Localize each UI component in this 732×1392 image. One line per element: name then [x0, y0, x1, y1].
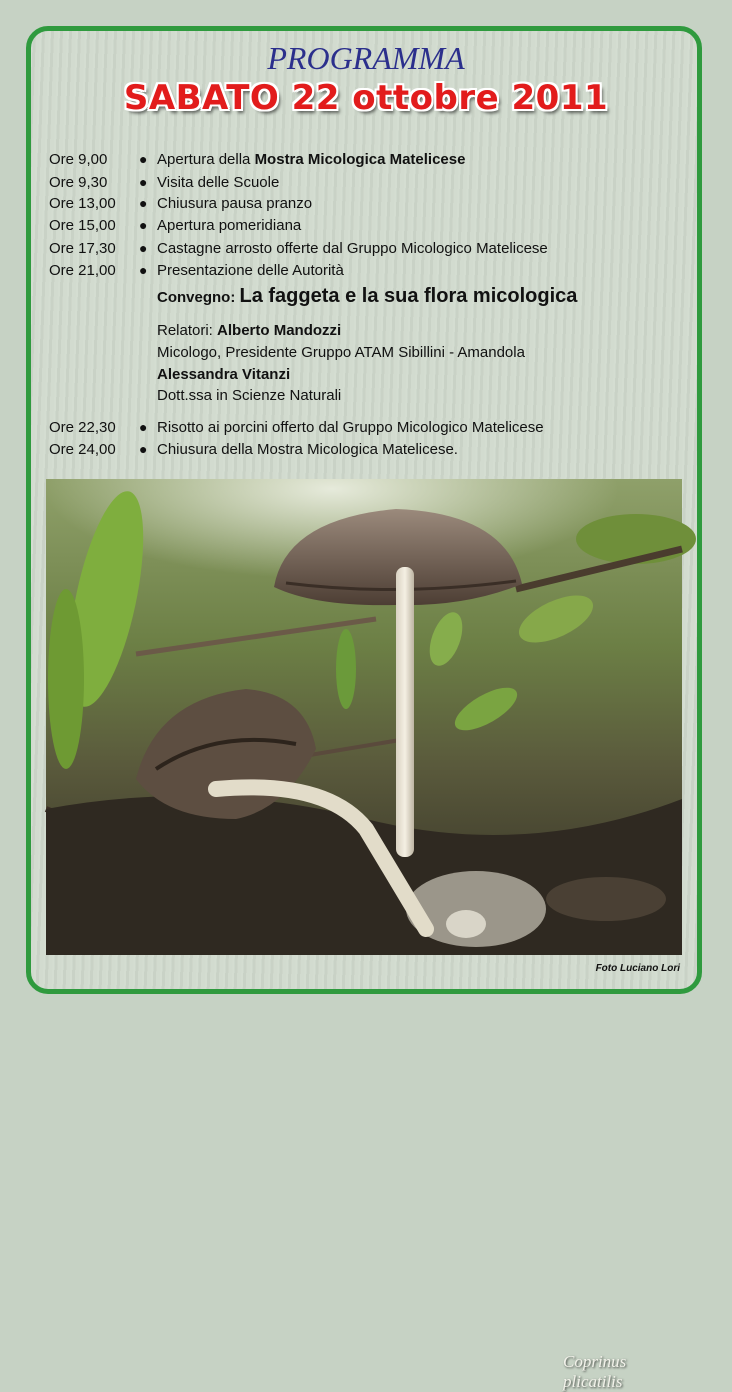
schedule-text: Visita delle Scuole [157, 174, 280, 191]
speaker-role: Dott.ssa in Scienze Naturali [157, 387, 342, 404]
speaker-name: Alessandra Vitanzi [157, 366, 291, 383]
speaker-role: Micologo, Presidente Gruppo ATAM Sibillini - Amandola [157, 344, 525, 361]
schedule-text: Apertura pomeridiana [157, 217, 302, 234]
schedule-time: Ore 9,00 [49, 151, 108, 168]
convegno-title: La faggeta e la sua flora micologica [239, 285, 578, 307]
schedule-text: Chiusura pausa pranzo [157, 195, 313, 212]
schedule-time: Ore 13,00 [49, 195, 116, 212]
relatori-line [157, 322, 341, 339]
bullet-icon: ● [139, 240, 148, 256]
bullet-icon: ● [139, 419, 148, 435]
schedule-text: Apertura della Mostra Micologica Matelicese [157, 151, 466, 168]
bullet-icon: ● [139, 174, 148, 190]
photo-caption: Coprinus plicatilis [563, 1352, 627, 1391]
bullet-icon: ● [139, 441, 148, 457]
schedule-time: Ore 9,30 [49, 174, 108, 191]
convegno-label: Convegno: [157, 289, 236, 306]
bullet-icon: ● [139, 262, 148, 278]
schedule-text: Risotto ai porcini offerto dal Gruppo Micologico Matelicese [157, 419, 544, 436]
mushroom-illustration [46, 479, 682, 955]
schedule-time: Ore 17,30 [49, 240, 116, 257]
bullet-icon: ● [139, 217, 148, 233]
speaker-name: Alberto Mandozzi [217, 322, 342, 339]
schedule-text: Castagne arrosto offerte dal Gruppo Micologico Matelicese [157, 240, 548, 257]
schedule-time: Ore 21,00 [49, 262, 116, 279]
schedule-text: Chiusura della Mostra Micologica Matelicese. [157, 441, 458, 458]
photo-credit: Foto Luciano Lori [595, 963, 680, 974]
program-title: PROGRAMMA [267, 40, 465, 76]
schedule-time: Ore 24,00 [49, 441, 116, 458]
convegno-heading [157, 285, 577, 308]
event-date: SABATO 22 ottobre 2011 [123, 78, 609, 118]
schedule-text: Presentazione delle Autorità [157, 262, 344, 279]
schedule-time: Ore 22,30 [49, 419, 116, 436]
schedule-time: Ore 15,00 [49, 217, 116, 234]
bullet-icon: ● [139, 195, 148, 211]
bullet-icon: ● [139, 151, 148, 167]
relatori-label: Relatori: [157, 322, 213, 339]
